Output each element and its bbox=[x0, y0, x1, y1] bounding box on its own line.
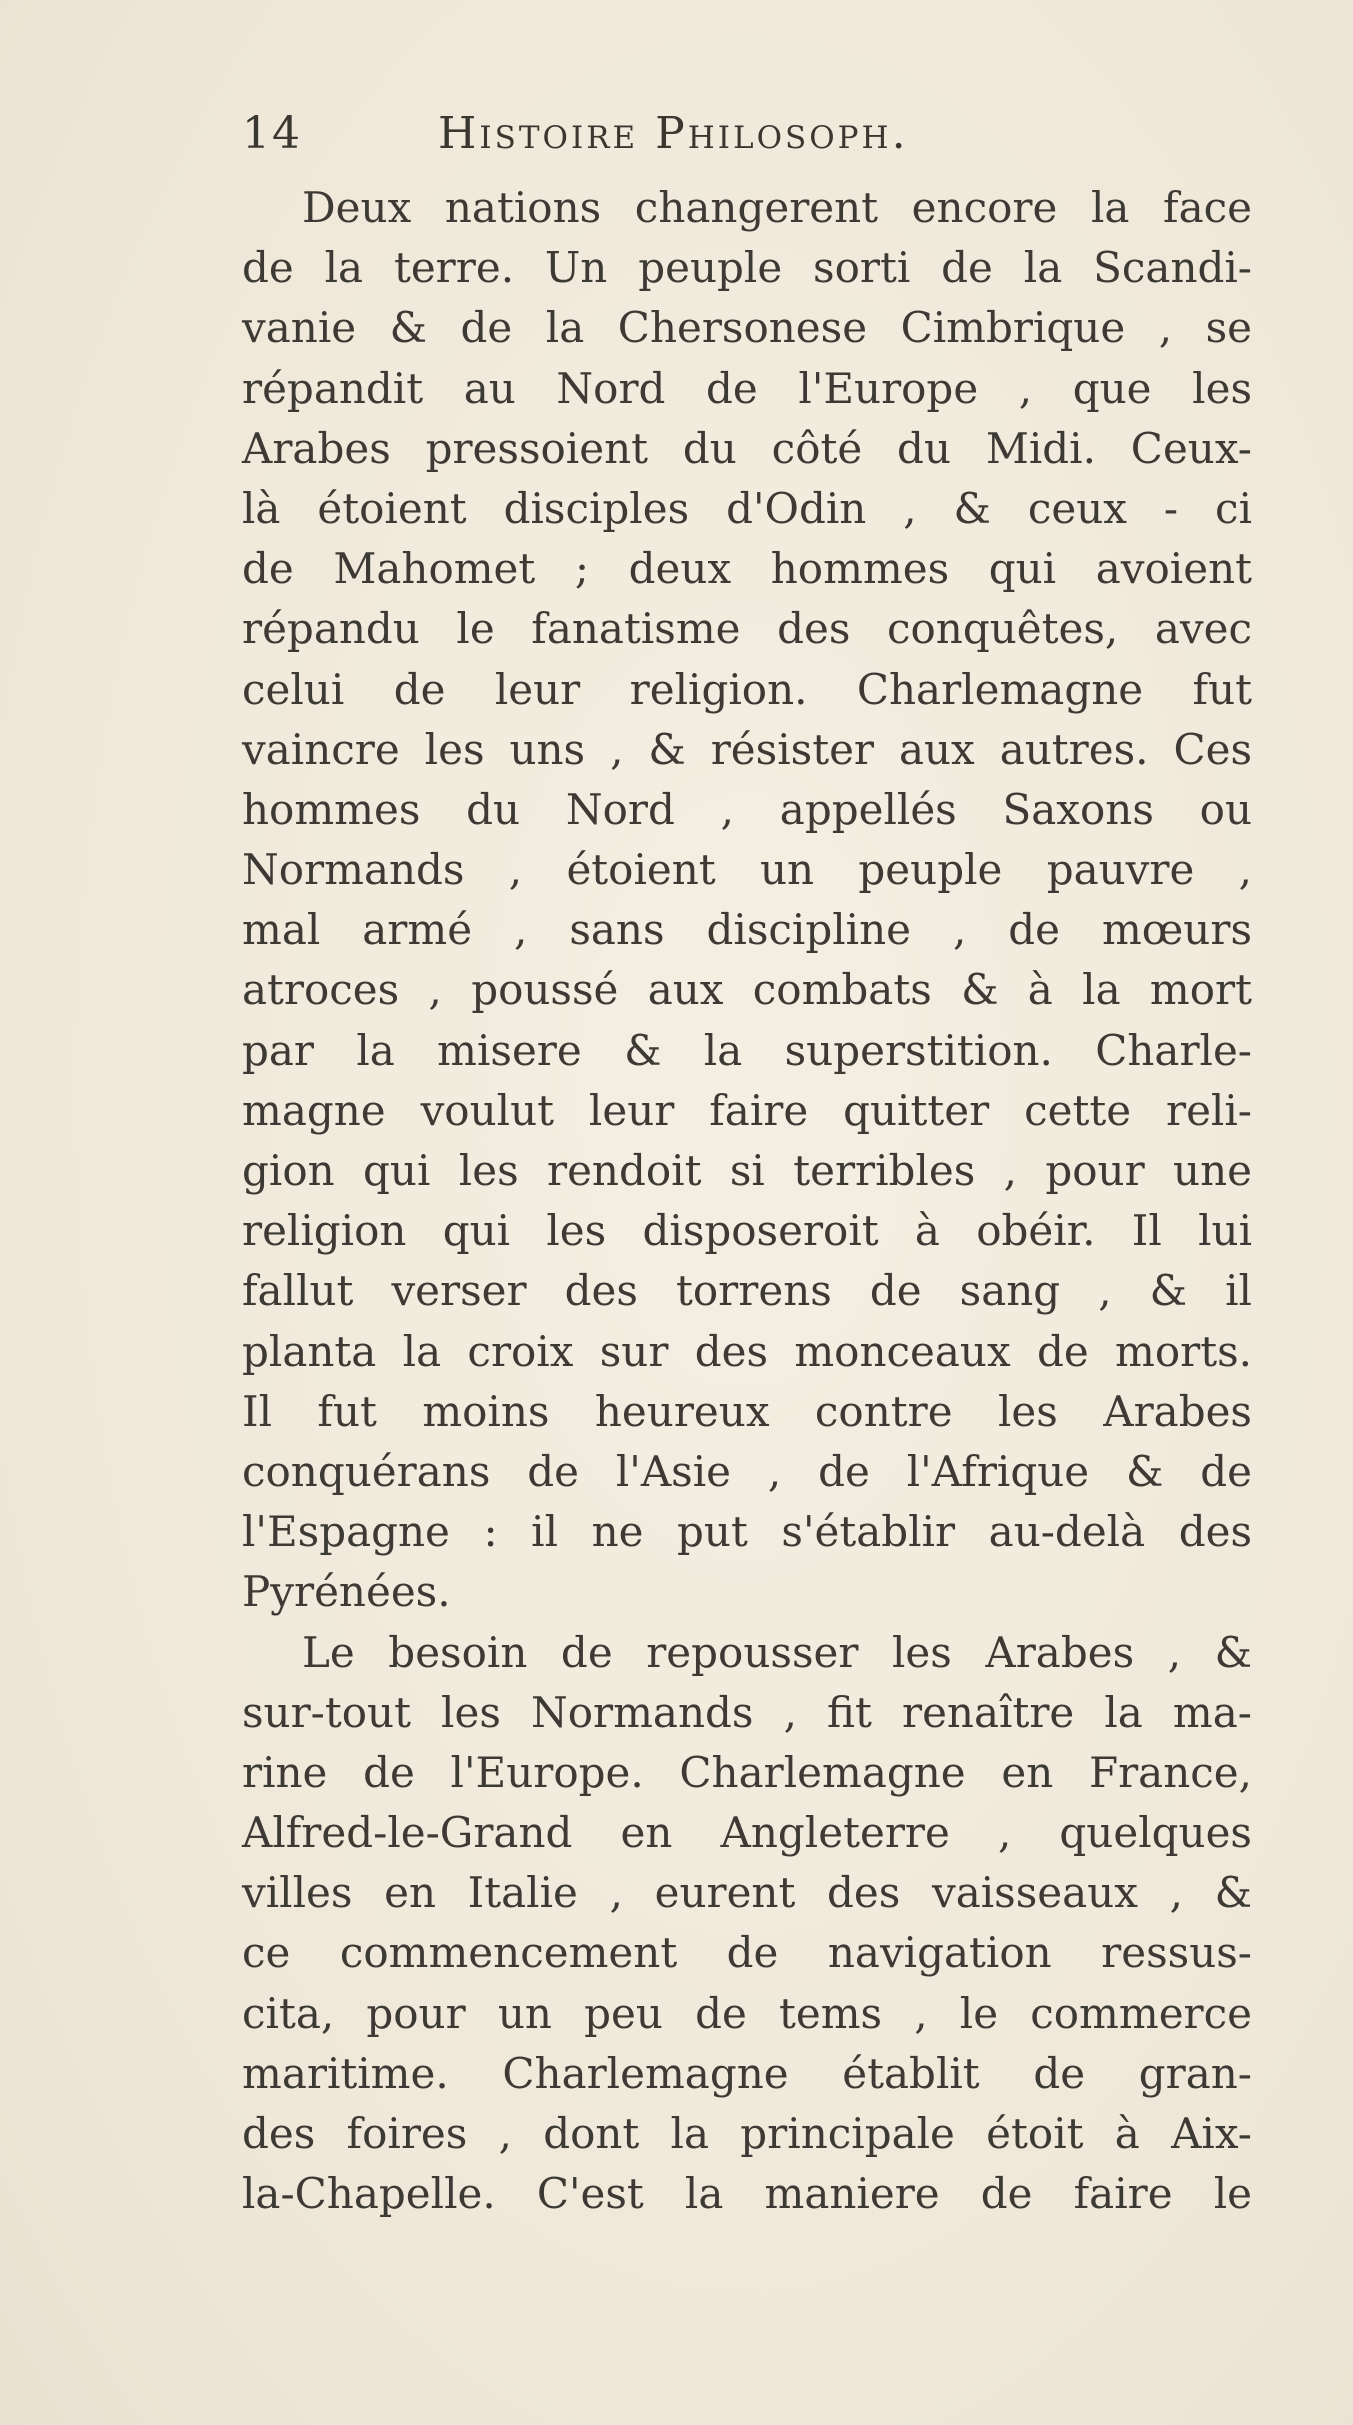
text-line: planta la croix sur des monceaux de morts. bbox=[242, 1326, 1252, 1376]
text-line: hommes du Nord , appellés Saxons ou bbox=[242, 784, 1252, 834]
text-line: fallut verser des torrens de sang , & il bbox=[242, 1266, 1252, 1316]
text-line: ce commencement de navigation ressus- bbox=[242, 1928, 1252, 1978]
text-line: villes en Italie , eurent des vaisseaux , & bbox=[242, 1868, 1252, 1918]
body-text bbox=[242, 178, 1252, 2224]
text-line: de Mahomet ; deux hommes qui avoient bbox=[242, 544, 1252, 594]
text-line: rine de l'Europe. Charlemagne en France, bbox=[242, 1747, 1252, 1797]
page-number: 14 bbox=[242, 108, 302, 159]
text-line: atroces , poussé aux combats & à la mort bbox=[242, 965, 1252, 1015]
text-line: religion qui les disposeroit à obéir. Il lui bbox=[242, 1206, 1252, 1256]
text-line: Le besoin de repousser les Arabes , & bbox=[302, 1627, 1252, 1677]
text-line: de la terre. Un peuple sorti de la Scandi- bbox=[242, 243, 1252, 293]
text-line: sur-tout les Normands , fit renaître la ma- bbox=[242, 1687, 1252, 1737]
text-line: Deux nations changerent encore la face bbox=[302, 183, 1252, 232]
text-line: Arabes pressoient du côté du Midi. Ceux- bbox=[242, 423, 1252, 473]
running-title: Histoire Philosoph. bbox=[438, 108, 909, 159]
text-line: répandu le fanatisme des conquêtes, avec bbox=[242, 604, 1252, 654]
text-line: par la misere & la superstition. Charle- bbox=[242, 1025, 1252, 1075]
text-line: Normands , étoient un peuple pauvre , bbox=[242, 845, 1252, 895]
page-header bbox=[242, 108, 1112, 178]
text-line: maritime. Charlemagne établit de gran- bbox=[242, 2048, 1252, 2098]
text-line: conquérans de l'Asie , de l'Afrique & de bbox=[242, 1446, 1252, 1496]
text-line: vanie & de la Chersonese Cimbrique , se bbox=[242, 303, 1252, 353]
text-line: gion qui les rendoit si terribles , pour une bbox=[242, 1146, 1252, 1195]
text-line: mal armé , sans discipline , de mœurs bbox=[242, 905, 1252, 955]
text-line: la-Chapelle. C'est la maniere de faire le bbox=[242, 2169, 1252, 2219]
text-line: l'Espagne : il ne put s'établir au-delà des bbox=[242, 1507, 1252, 1557]
text-line: cita, pour un peu de tems , le commerce bbox=[242, 1988, 1252, 2038]
text-line: Alfred-le-Grand en Angleterre , quelques bbox=[242, 1808, 1252, 1858]
text-line: vaincre les uns , & résister aux autres. Ces bbox=[242, 724, 1252, 774]
text-line: là étoient disciples d'Odin , & ceux - ci bbox=[242, 483, 1252, 533]
text-line: magne voulut leur faire quitter cette reli- bbox=[242, 1085, 1252, 1135]
text-line: celui de leur religion. Charlemagne fut bbox=[242, 664, 1252, 714]
text-line: des foires , dont la principale étoit à Aix- bbox=[242, 2109, 1252, 2158]
text-line: répandit au Nord de l'Europe , que les bbox=[242, 363, 1252, 413]
text-line: Il fut moins heureux contre les Arabes bbox=[242, 1386, 1252, 1436]
text-line: Pyrénées. bbox=[242, 1567, 451, 1617]
